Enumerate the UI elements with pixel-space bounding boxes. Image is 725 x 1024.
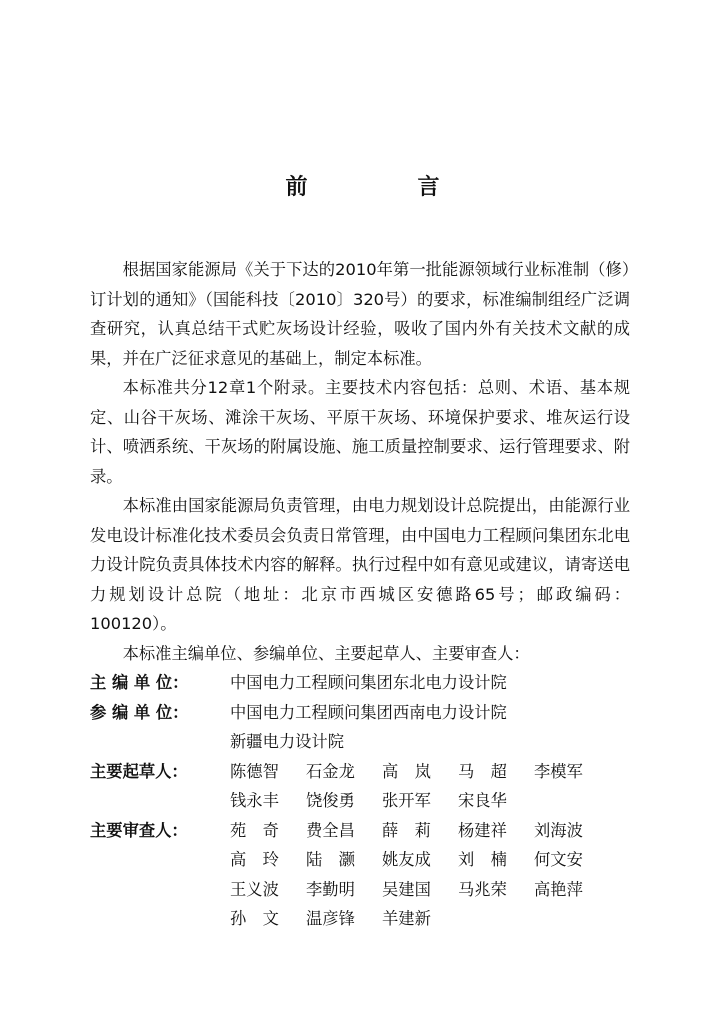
- drafter-name: 宋良华: [458, 791, 507, 810]
- reviewers-row: [90, 816, 630, 934]
- reviewer-name: 高 玲: [230, 850, 279, 869]
- chief-editor-value: 中国电力工程顾问集团东北电力设计院: [230, 673, 507, 692]
- reviewer-name: 温彦锋: [306, 909, 355, 928]
- drafter-name: 李模军: [534, 761, 583, 781]
- reviewers-label: 主要审查人：: [90, 820, 188, 840]
- preface-body: [90, 255, 630, 934]
- reviewer-name: 何文安: [534, 850, 583, 869]
- drafter-name: 钱永丰: [230, 791, 279, 810]
- reviewer-name: 薛 莉: [382, 820, 431, 840]
- reviewer-name: 马兆荣: [458, 879, 507, 899]
- paragraph-management: 本标准由国家能源局负责管理，由电力规划设计总院提出，由能源行业发电设计标准化技术委员会负责日常管理，由中国电力工程顾问集团东北电力设计院负责具体技术内容的解释。执行过程中如有意见或建议，请寄送电力规划设计总院（地址：北京市西城区安德路65号；邮政编码：100120）。: [90, 496, 630, 633]
- participants-label: 参 编 单 位：: [90, 702, 189, 722]
- reviewer-name: 杨建祥: [458, 820, 507, 840]
- drafter-name: 陈德智: [230, 761, 279, 781]
- participants-row: [90, 698, 630, 728]
- reviewer-name: 孙 文: [230, 909, 279, 928]
- paragraph-units-intro: 本标准主编单位、参编单位、主要起草人、主要审查人：: [122, 643, 530, 663]
- chief-editor-label: 主 编 单 位：: [90, 673, 189, 692]
- reviewers-names: [230, 816, 610, 934]
- drafter-name: 张开军: [382, 791, 431, 810]
- paragraph-background: 根据国家能源局《关于下达的2010年第一批能源领域行业标准制（修）订计划的通知》（国能科技〔2010〕320号）的要求，标准编制组经广泛调查研究，认真总结干式贮灰场设计经验，吸收了国内外有关技术文献的成果，并在广泛征求意见的基础上，制定本标准。: [90, 260, 630, 368]
- paragraph-contents: 本标准共分12章1个附录。主要技术内容包括：总则、术语、基本规定、山谷干灰场、滩涂干灰场、平原干灰场、环境保护要求、堆灰运行设计、喷洒系统、干灰场的附属设施、施工质量控制要求、运行管理要求、附录。: [90, 378, 630, 486]
- drafter-name: 马 超: [458, 761, 507, 781]
- drafters-label: 主要起草人：: [90, 761, 188, 781]
- reviewer-name: 苑 奇: [230, 820, 279, 840]
- participant-unit: 新疆电力设计院: [230, 732, 344, 751]
- participant-unit: 中国电力工程顾问集团西南电力设计院: [230, 702, 507, 722]
- reviewer-name: 陆 灏: [306, 850, 355, 869]
- reviewer-name: 刘 楠: [458, 850, 507, 869]
- drafter-name: 高 岚: [382, 761, 431, 781]
- drafters-row: [90, 757, 630, 816]
- reviewer-name: 吴建国: [382, 879, 431, 899]
- reviewer-name: 高艳萍: [534, 879, 583, 899]
- reviewer-name: 费全昌: [306, 820, 355, 840]
- drafter-name: 石金龙: [306, 761, 355, 781]
- reviewer-name: 刘海波: [534, 820, 583, 840]
- reviewer-name: 李勤明: [306, 879, 355, 899]
- drafters-names: [230, 757, 610, 816]
- page-title: 前 言: [285, 175, 484, 200]
- roles-list: [90, 668, 630, 934]
- reviewer-name: 羊建新: [382, 909, 431, 928]
- chief-editor-row: [90, 668, 630, 698]
- drafter-name: 饶俊勇: [306, 791, 355, 810]
- reviewer-name: 王义波: [230, 879, 279, 899]
- participants-row-2: [90, 727, 630, 757]
- reviewer-name: 姚友成: [382, 850, 431, 869]
